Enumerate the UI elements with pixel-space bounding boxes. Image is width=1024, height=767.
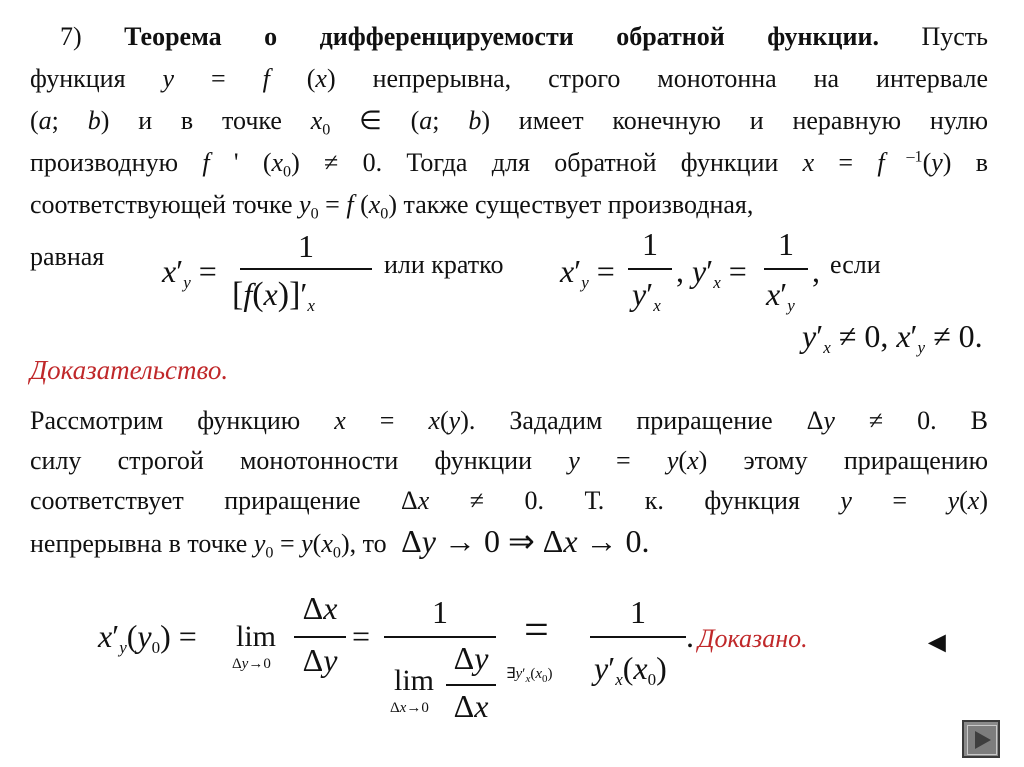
or-briefly-label: или кратко xyxy=(384,250,504,279)
proved-label: Доказано. xyxy=(698,624,808,653)
theorem-number: 7) xyxy=(60,22,82,51)
end-of-proof-triangle-icon: ◄ xyxy=(922,626,952,659)
proof-line-1: Рассмотрим функцию x = x(y). Зададим приращение Δy ≠ 0. В xyxy=(30,406,989,435)
next-slide-button[interactable] xyxy=(962,720,1000,758)
theorem-title: Теорема о дифференцируемости обратной функции xyxy=(124,22,873,51)
theorem-line-5: соответствующей точке $y_0 = f$ $(x_0)$ также существует производная, xyxy=(30,190,754,223)
proof-line-3: соответствует приращение Δx ≠ 0. Т. к. функция y = y(x) xyxy=(30,486,989,515)
proof-line-4: непрерывна в точке $y_0 = y(x_0)$, то Δy → 0 ⇒ Δx → 0. xyxy=(30,523,650,562)
theorem-line-2: функция y = f (x) непрерывна, строго монотонна на интервале xyxy=(30,64,988,93)
theorem-line-4: производную f ' $(x_0) \ne 0$. Тогда для обратной функции x = f $^{-1}$(y) в xyxy=(30,148,989,181)
play-triangle-icon xyxy=(968,726,996,754)
condition-formula: $y'_x \ne 0$, $x'_y \ne 0$. xyxy=(802,318,983,357)
theorem-line-6a: равная xyxy=(30,242,105,271)
proof-line-2: силу строгой монотонности функции y = y(x) этому приращению xyxy=(30,446,989,475)
theorem-line-1: 7) Теорема о дифференцируемости обратной функции. Пусть xyxy=(60,22,989,51)
theorem-line-3: (a; b) и в точке $x_0$ ∈ (a; b) имеет конечную и неравную нулю xyxy=(30,106,989,139)
if-label: если xyxy=(830,250,881,279)
proof-heading: Доказательство. xyxy=(30,355,229,385)
